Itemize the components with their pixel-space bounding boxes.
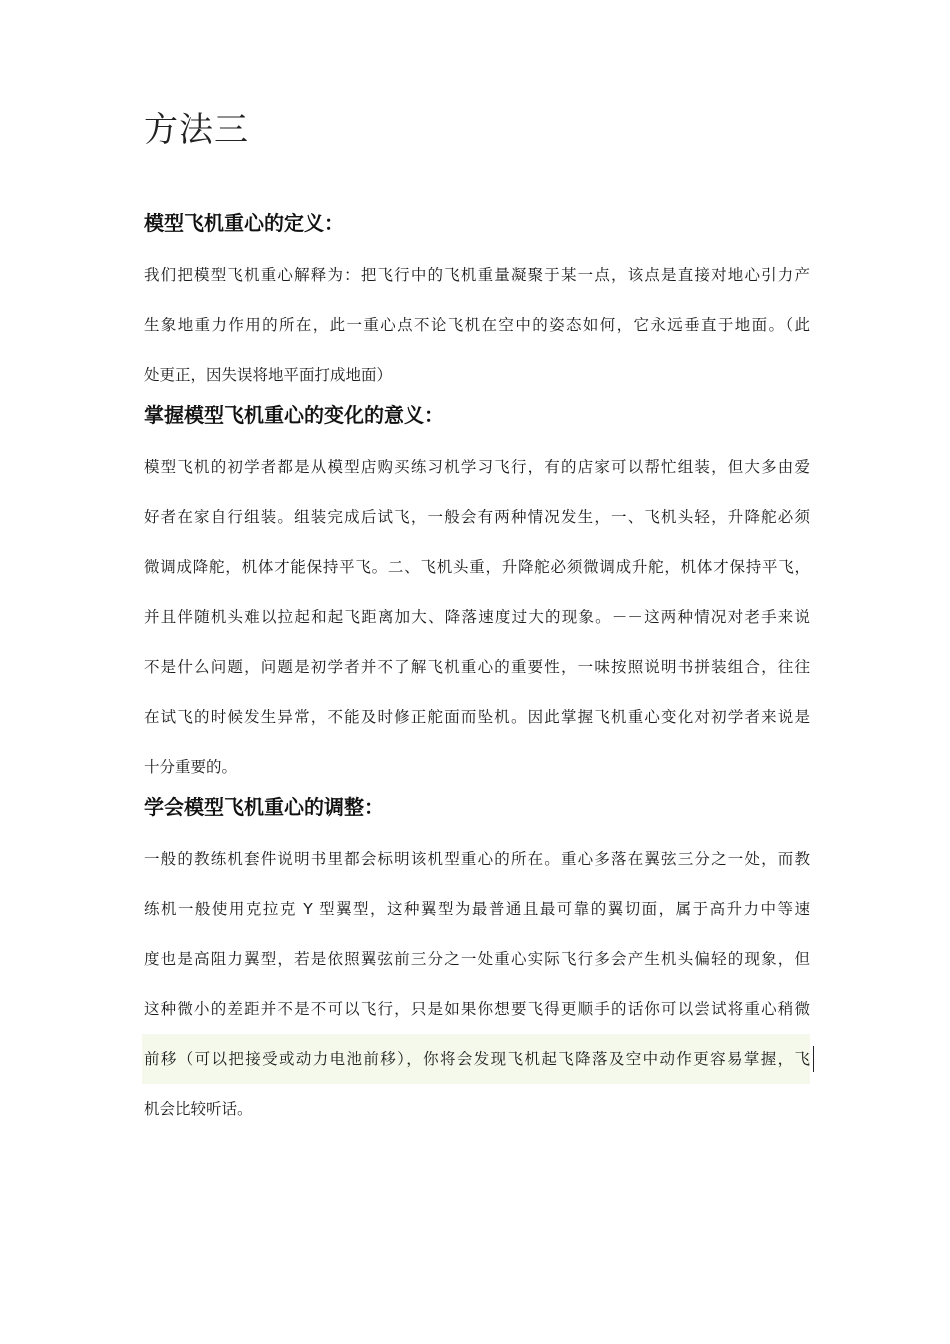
paragraph-line: 处更正，因失误将地平面打成地面）: [144, 366, 393, 384]
section-heading-adjustment: 学会模型飞机重心的调整：: [144, 795, 384, 819]
paragraph-line-highlighted[interactable]: [142, 1034, 810, 1084]
paragraph-line: 我们把模型飞机重心解释为：把飞行中的飞机重量凝聚于某一点，该点是直接对地心引力产: [144, 266, 810, 284]
document-body: [144, 104, 810, 1134]
paragraph-line: 不是什么问题，问题是初学者并不了解飞机重心的重要性，一味按照说明书拼装组合，往往: [144, 658, 810, 676]
document-title: 方法三: [144, 110, 249, 150]
highlighted-line-text: 前移（可以把接受或动力电池前移），你将会发现飞机起飞降落及空中动作更容易掌握，飞: [144, 1050, 810, 1068]
paragraph-line: 模型飞机的初学者都是从模型店购买练习机学习飞行，有的店家可以帮忙组装，但大多由爱: [144, 458, 810, 476]
section-heading-significance: 掌握模型飞机重心的变化的意义：: [144, 403, 444, 427]
paragraph-line: 这种微小的差距并不是不可以飞行，只是如果你想要飞得更顺手的话你可以尝试将重心稍微: [144, 1000, 810, 1018]
section-paragraph-definition: [144, 250, 810, 400]
paragraph-line: 十分重要的。: [144, 758, 238, 776]
section-heading-definition: 模型飞机重心的定义：: [144, 211, 344, 235]
spacer: [144, 156, 810, 208]
paragraph-line: 生象地重力作用的所在，此一重心点不论飞机在空中的姿态如何，它永远垂直于地面。（此: [144, 316, 810, 334]
paragraph-line: 练机一般使用克拉克 Y 型翼型，这种翼型为最普通且最可靠的翼切面，属于高升力中等速: [144, 900, 810, 918]
paragraph-line: 在试飞的时候发生异常，不能及时修正舵面而坠机。因此掌握飞机重心变化对初学者来说是: [144, 708, 810, 726]
paragraph-line: 度也是高阻力翼型，若是依照翼弦前三分之一处重心实际飞行多会产生机头偏轻的现象，但: [144, 950, 810, 968]
section-paragraph-significance: [144, 442, 810, 792]
text-cursor: [813, 1046, 814, 1072]
section-paragraph-adjustment: [144, 834, 810, 1134]
paragraph-line: 机会比较听话。: [144, 1100, 253, 1118]
paragraph-line: 微调成降舵，机体才能保持平飞。二、飞机头重，升降舵必须微调成升舵，机体才保持平飞，: [144, 558, 810, 576]
paragraph-line: 一般的教练机套件说明书里都会标明该机型重心的所在。重心多落在翼弦三分之一处，而教: [144, 850, 810, 868]
paragraph-line: 好者在家自行组装。组装完成后试飞，一般会有两种情况发生，一、飞机头轻，升降舵必须: [144, 508, 810, 526]
paragraph-line: 并且伴随机头难以拉起和起飞距离加大、降落速度过大的现象。－－这两种情况对老手来说: [144, 608, 810, 626]
